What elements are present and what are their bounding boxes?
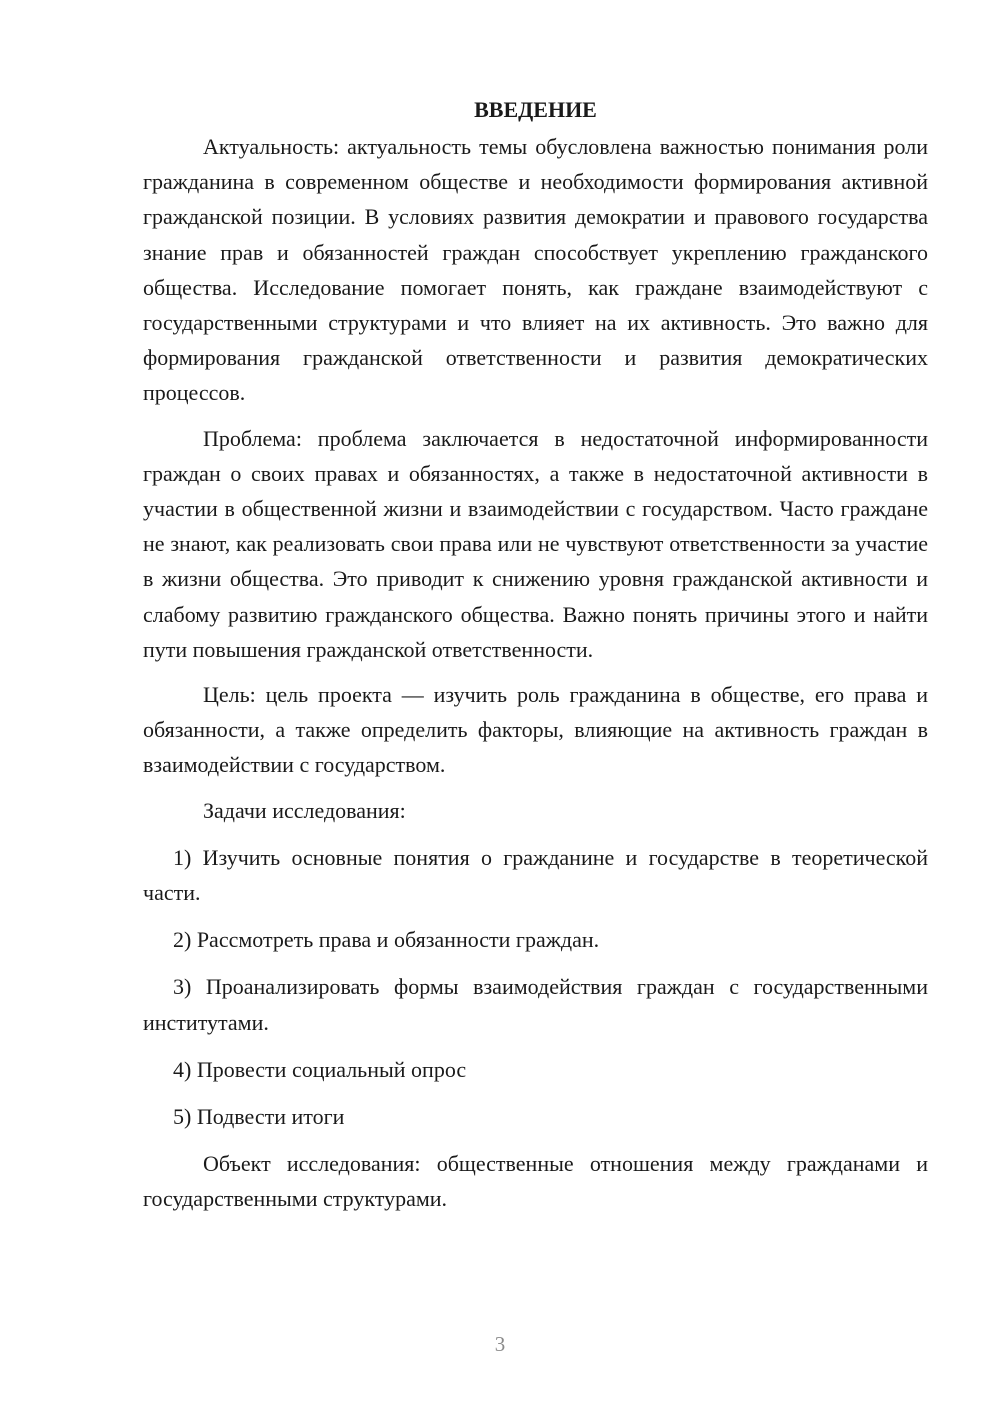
task-item-4: 4) Провести социальный опрос [173, 1056, 467, 1082]
document-page [143, 92, 928, 1217]
task-item-3: 3) Проанализировать формы взаимодействия граждан с государственными институтами. [143, 974, 928, 1035]
section-title: ВВЕДЕНИЕ [474, 97, 597, 122]
tasks-heading: Задачи исследования: [203, 797, 406, 823]
relevance-paragraph: Актуальность: актуальность темы обусловлена важностью понимания роли гражданина в современном обществе и необходимости формирования активной гражданской позиции. В условиях развития демократии и правового государства знание прав и обязанностей граждан способствует укреплению гражданского общества. Исследование помогает понять, как граждане взаимодействуют с государственными структурами и что влияет на их активность. Это важно для формирования гражданской ответственности и развития демократических процессов. [143, 134, 928, 406]
goal-paragraph: Цель: цель проекта — изучить роль гражданина в обществе, его права и обязанности, а также определить факторы, влияющие на активность граждан в взаимодействии с государством. [143, 682, 928, 778]
task-item-2: 2) Рассмотреть права и обязанности граждан. [173, 927, 600, 953]
problem-paragraph: Проблема: проблема заключается в недостаточной информированности граждан о своих правах и обязанностях, а также в недостаточной активности в участии в общественной жизни и взаимодействии с государством. Часто граждане не знают, как реализовать свои права или не чувствуют ответственности за участие в жизни общества. Это приводит к снижению уровня гражданской активности и слабому развитию гражданского общества. Важно понять причины этого и найти пути повышения гражданской ответственности. [143, 425, 928, 662]
task-item-5: 5) Подвести итоги [173, 1104, 345, 1130]
page-number: 3 [494, 1332, 506, 1356]
object-paragraph: Объект исследования: общественные отношения между гражданами и государственными структурами. [143, 1151, 928, 1212]
task-item-1: 1) Изучить основные понятия о гражданине и государстве в теоретической части. [143, 844, 928, 906]
